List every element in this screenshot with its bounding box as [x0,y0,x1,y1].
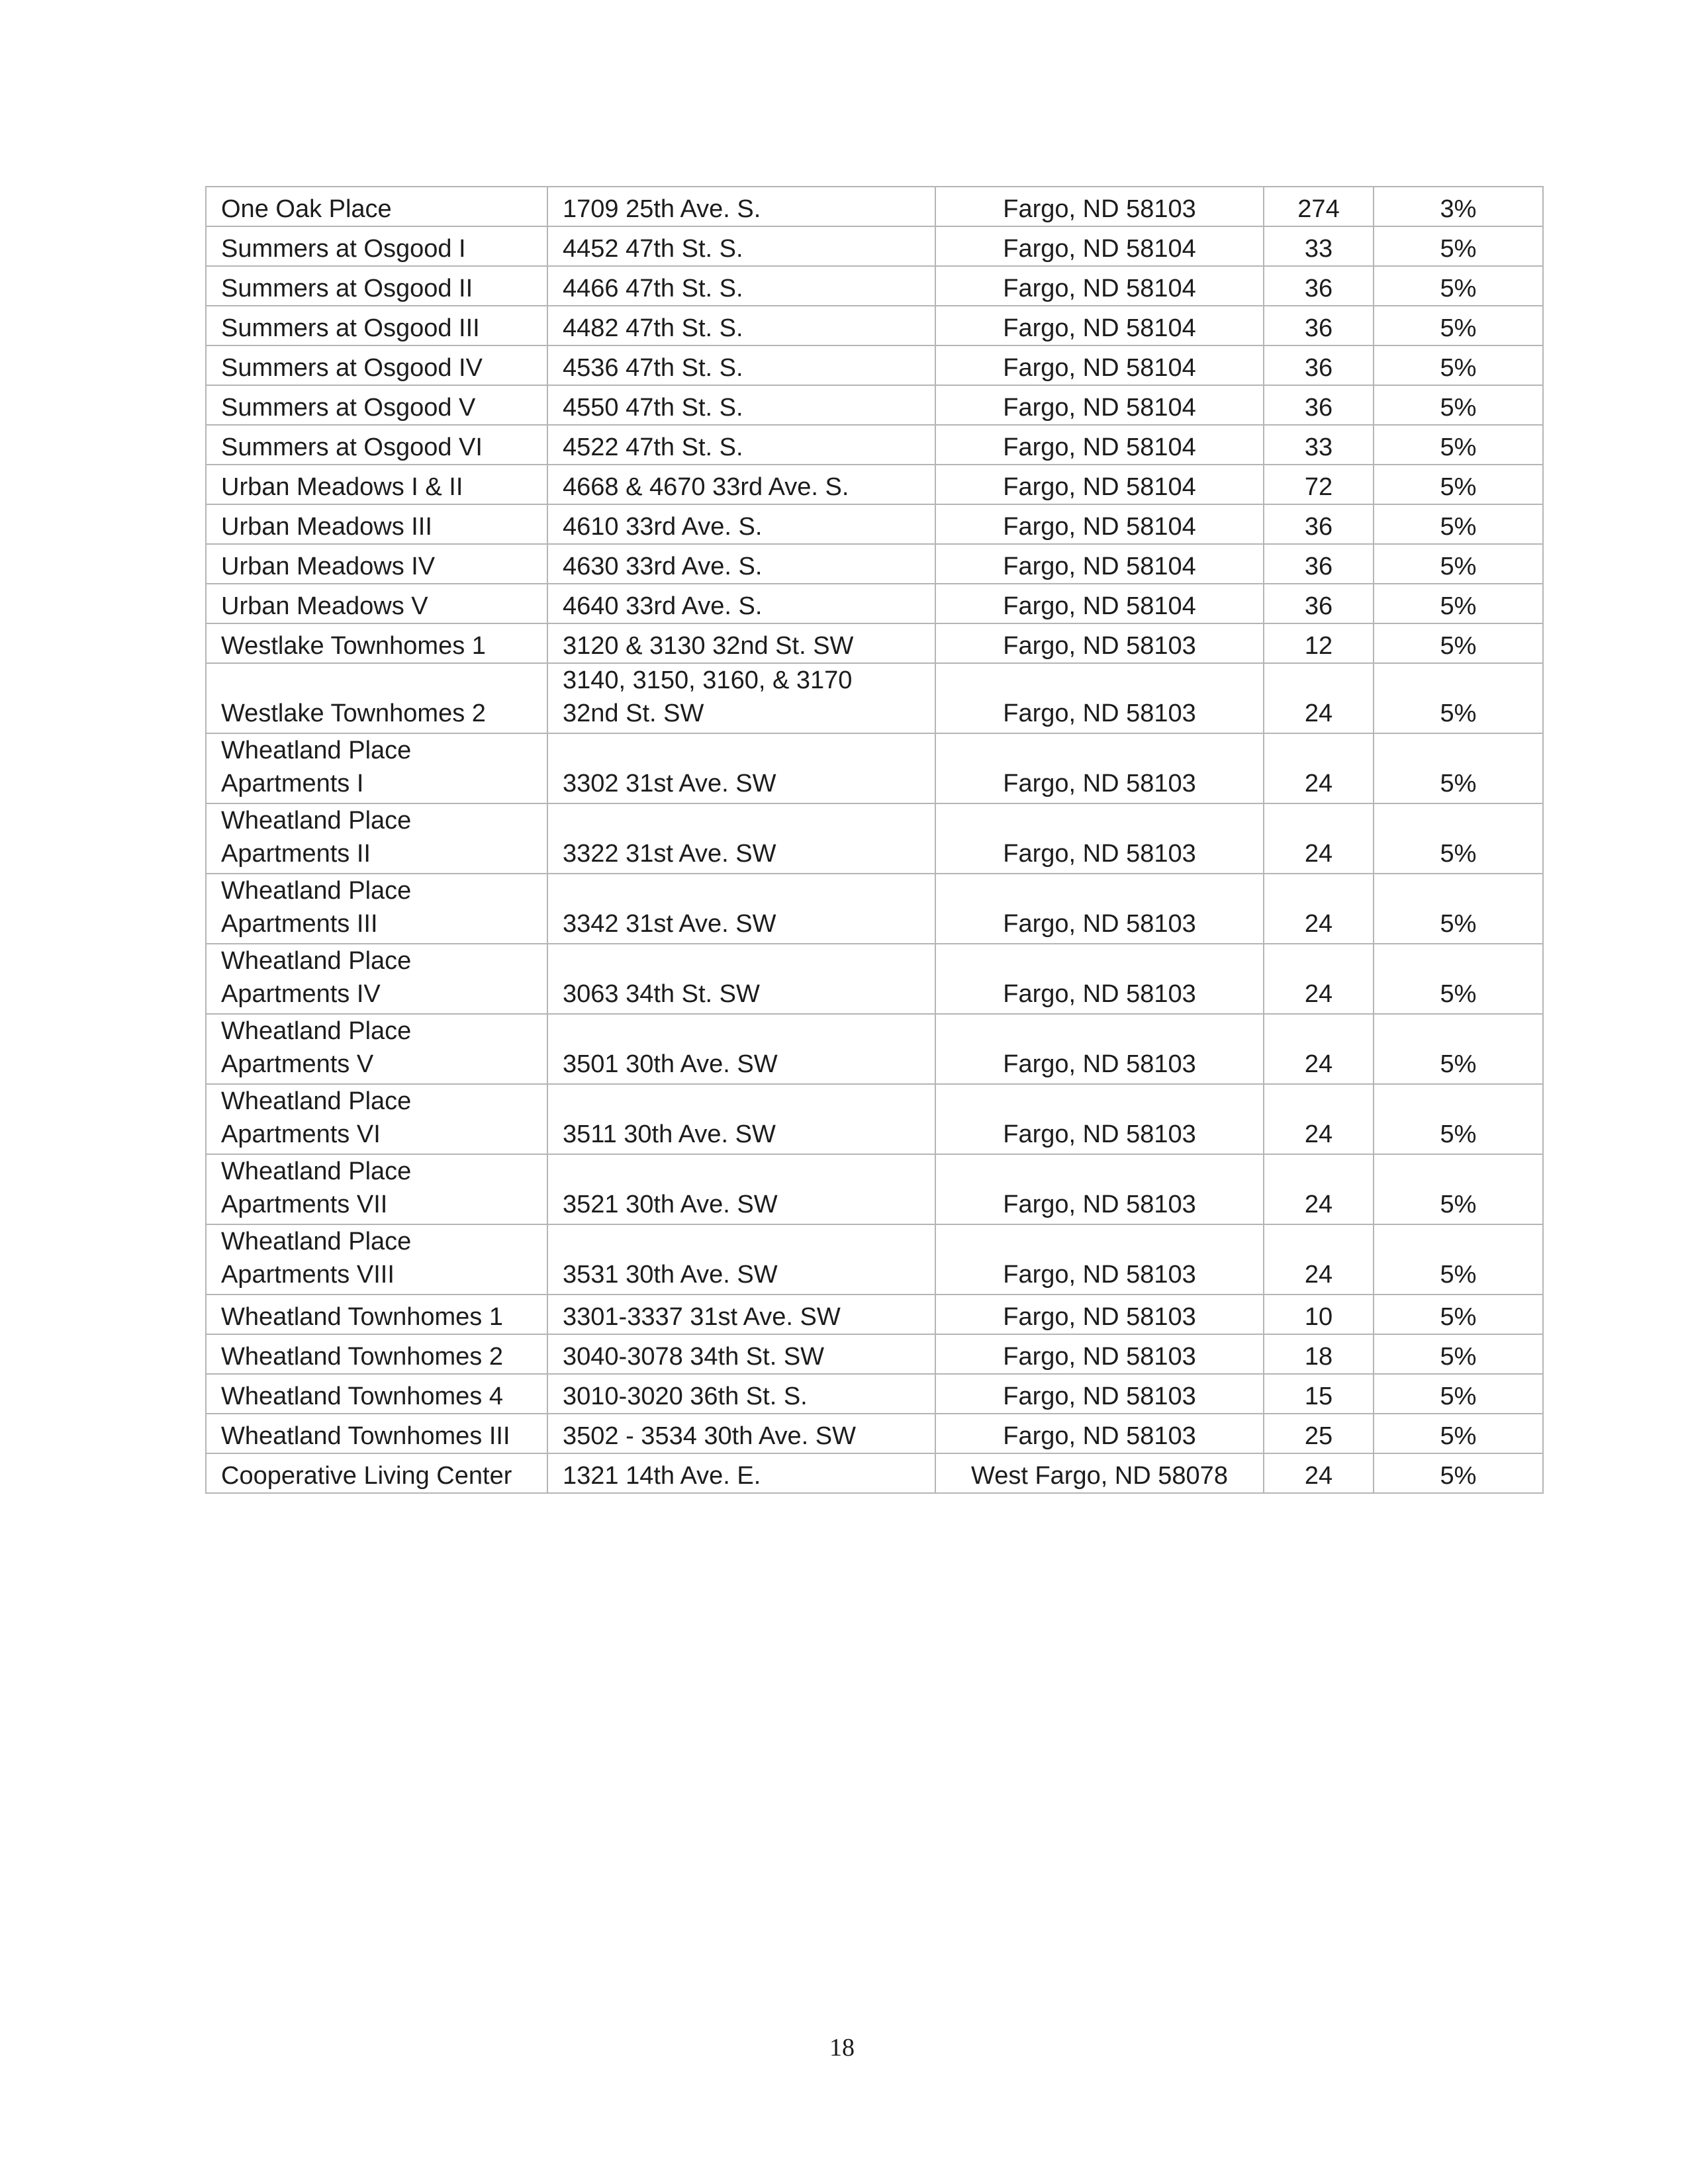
property-name-cell-text: Westlake Townhomes 2 [221,700,486,727]
units-cell [1264,1453,1374,1493]
city-cell [935,465,1264,504]
address-cell-text: 3010-3020 36th St. S. [563,1383,808,1410]
property-name-cell-text: Wheatland Townhomes 4 [221,1383,503,1410]
property-name-cell-text: Urban Meadows V [221,592,428,620]
address-cell [547,1224,935,1295]
property-name-cell-text: Summers at Osgood III [221,314,480,342]
rate-cell-text: 5% [1440,1050,1477,1078]
property-name-cell [206,385,547,425]
address-cell [547,1334,935,1374]
units-cell [1264,623,1374,663]
address-cell [547,1295,935,1334]
address-cell-text: 3063 34th St. SW [563,980,760,1008]
address-cell [547,1453,935,1493]
property-name-cell [206,733,547,803]
address-cell-text: 3140, 3150, 3160, & 3170 32nd St. SW [563,666,853,727]
city-cell-text: Fargo, ND 58104 [1003,275,1196,302]
address-cell [547,385,935,425]
address-cell [547,266,935,306]
city-cell [935,874,1264,944]
rate-cell [1374,1414,1543,1453]
city-cell [935,425,1264,465]
units-cell [1264,187,1374,226]
city-cell [935,1414,1264,1453]
units-cell-text: 36 [1304,314,1333,342]
property-table [205,186,1544,1494]
address-cell [547,944,935,1014]
city-cell-text: Fargo, ND 58103 [1003,980,1196,1008]
table-row [206,465,1543,504]
table-row [206,226,1543,266]
units-cell [1264,306,1374,345]
property-name-cell [206,803,547,874]
address-cell [547,663,935,733]
units-cell [1264,465,1374,504]
units-cell-text: 24 [1304,1462,1333,1490]
address-cell-text: 4610 33rd Ave. S. [563,513,763,541]
address-cell-text: 4452 47th St. S. [563,235,743,263]
rate-cell-text: 5% [1440,354,1477,382]
property-name-cell-text: Summers at Osgood V [221,394,476,422]
address-cell-text: 3511 30th Ave. SW [563,1120,776,1148]
units-cell-text: 36 [1304,513,1333,541]
rate-cell [1374,623,1543,663]
property-name-cell [206,1295,547,1334]
city-cell [935,544,1264,584]
address-cell [547,623,935,663]
property-name-cell-text: Wheatland Place Apartments IV [221,947,412,1008]
rate-cell-text: 5% [1440,632,1477,660]
units-cell-text: 24 [1304,1191,1333,1218]
units-cell [1264,1414,1374,1453]
table-row [206,544,1543,584]
address-cell-text: 3322 31st Ave. SW [563,840,776,868]
property-name-cell-text: Wheatland Townhomes III [221,1422,510,1450]
address-cell [547,544,935,584]
address-cell [547,345,935,385]
city-cell [935,1295,1264,1334]
units-cell-text: 36 [1304,275,1333,302]
units-cell-text: 24 [1304,1120,1333,1148]
rate-cell [1374,345,1543,385]
property-name-cell [206,1414,547,1453]
city-cell-text: Fargo, ND 58103 [1003,1120,1196,1148]
city-cell [935,623,1264,663]
units-cell [1264,425,1374,465]
table-row [206,187,1543,226]
units-cell [1264,226,1374,266]
property-name-cell-text: Wheatland Place Apartments VII [221,1158,412,1218]
city-cell [935,663,1264,733]
city-cell-text: Fargo, ND 58104 [1003,433,1196,461]
table-row [206,663,1543,733]
city-cell [935,944,1264,1014]
table-row [206,306,1543,345]
table-row [206,504,1543,544]
city-cell-text: Fargo, ND 58104 [1003,314,1196,342]
property-name-cell [206,345,547,385]
city-cell [935,187,1264,226]
table-row [206,944,1543,1014]
property-name-cell [206,226,547,266]
address-cell [547,187,935,226]
property-name-cell [206,187,547,226]
units-cell-text: 72 [1304,473,1333,501]
property-name-cell [206,874,547,944]
table-row [206,733,1543,803]
city-cell [935,1453,1264,1493]
property-name-cell [206,544,547,584]
property-name-cell-text: Urban Meadows III [221,513,432,541]
address-cell-text: 4668 & 4670 33rd Ave. S. [563,473,849,501]
rate-cell-text: 5% [1440,394,1477,422]
address-cell [547,1414,935,1453]
property-name-cell-text: Westlake Townhomes 1 [221,632,486,660]
units-cell [1264,803,1374,874]
city-cell-text: Fargo, ND 58103 [1003,840,1196,868]
property-name-cell-text: Summers at Osgood I [221,235,466,263]
rate-cell [1374,1154,1543,1224]
property-name-cell [206,1334,547,1374]
property-name-cell [206,584,547,623]
property-name-cell-text: Urban Meadows I & II [221,473,463,501]
rate-cell [1374,663,1543,733]
rate-cell [1374,803,1543,874]
units-cell [1264,1224,1374,1295]
address-cell-text: 1321 14th Ave. E. [563,1462,761,1490]
city-cell-text: Fargo, ND 58103 [1003,1422,1196,1450]
address-cell-text: 3040-3078 34th St. SW [563,1343,825,1371]
city-cell-text: Fargo, ND 58103 [1003,1303,1196,1331]
table-row [206,1453,1543,1493]
property-name-cell [206,1154,547,1224]
units-cell [1264,944,1374,1014]
table-row [206,874,1543,944]
address-cell-text: 4482 47th St. S. [563,314,743,342]
city-cell-text: Fargo, ND 58104 [1003,513,1196,541]
units-cell [1264,1374,1374,1414]
address-cell [547,584,935,623]
units-cell-text: 15 [1304,1383,1333,1410]
city-cell-text: Fargo, ND 58103 [1003,770,1196,797]
units-cell-text: 24 [1304,980,1333,1008]
city-cell [935,306,1264,345]
property-name-cell [206,663,547,733]
rate-cell-text: 5% [1440,235,1477,263]
rate-cell [1374,504,1543,544]
units-cell [1264,663,1374,733]
address-cell [547,1014,935,1084]
property-name-cell-text: Wheatland Place Apartments I [221,737,412,797]
rate-cell-text: 5% [1440,980,1477,1008]
rate-cell-text: 3% [1440,195,1477,223]
city-cell [935,345,1264,385]
city-cell [935,1374,1264,1414]
city-cell [935,266,1264,306]
address-cell-text: 3120 & 3130 32nd St. SW [563,632,854,660]
units-cell [1264,1084,1374,1154]
address-cell-text: 4640 33rd Ave. S. [563,592,763,620]
city-cell-text: Fargo, ND 58103 [1003,910,1196,938]
address-cell-text: 3302 31st Ave. SW [563,770,776,797]
table-row [206,266,1543,306]
property-table-body [206,187,1543,1493]
page-number: 18 [829,2034,855,2062]
address-cell [547,1154,935,1224]
city-cell-text: Fargo, ND 58104 [1003,235,1196,263]
rate-cell [1374,874,1543,944]
rate-cell [1374,465,1543,504]
property-name-cell [206,944,547,1014]
rate-cell-text: 5% [1440,770,1477,797]
rate-cell-text: 5% [1440,1191,1477,1218]
rate-cell-text: 5% [1440,433,1477,461]
city-cell [935,733,1264,803]
units-cell [1264,544,1374,584]
address-cell-text: 4466 47th St. S. [563,275,743,302]
property-name-cell [206,1084,547,1154]
address-cell-text: 3521 30th Ave. SW [563,1191,778,1218]
units-cell-text: 24 [1304,700,1333,727]
rate-cell [1374,584,1543,623]
table-row [206,1224,1543,1295]
city-cell [935,1334,1264,1374]
table-row [206,1084,1543,1154]
rate-cell-text: 5% [1440,1120,1477,1148]
table-row [206,1334,1543,1374]
city-cell-text: West Fargo, ND 58078 [971,1462,1228,1490]
property-name-cell [206,1374,547,1414]
city-cell-text: Fargo, ND 58104 [1003,394,1196,422]
units-cell-text: 24 [1304,910,1333,938]
units-cell [1264,385,1374,425]
address-cell [547,1374,935,1414]
units-cell [1264,1295,1374,1334]
city-cell [935,584,1264,623]
units-cell-text: 25 [1304,1422,1333,1450]
rate-cell-text: 5% [1440,1462,1477,1490]
rate-cell-text: 5% [1440,553,1477,580]
property-name-cell [206,465,547,504]
city-cell-text: Fargo, ND 58103 [1003,195,1196,223]
units-cell-text: 33 [1304,235,1333,263]
property-name-cell-text: Wheatland Place Apartments VI [221,1087,412,1148]
city-cell-text: Fargo, ND 58103 [1003,700,1196,727]
units-cell-text: 33 [1304,433,1333,461]
address-cell [547,803,935,874]
city-cell-text: Fargo, ND 58103 [1003,1050,1196,1078]
address-cell-text: 4536 47th St. S. [563,354,743,382]
units-cell-text: 12 [1304,632,1333,660]
address-cell-text: 1709 25th Ave. S. [563,195,761,223]
city-cell [935,1224,1264,1295]
property-name-cell [206,266,547,306]
property-name-cell [206,1453,547,1493]
address-cell-text: 4630 33rd Ave. S. [563,553,763,580]
rate-cell [1374,1224,1543,1295]
address-cell [547,504,935,544]
rate-cell [1374,306,1543,345]
property-name-cell [206,306,547,345]
property-name-cell-text: Wheatland Townhomes 2 [221,1343,503,1371]
rate-cell [1374,1374,1543,1414]
city-cell-text: Fargo, ND 58103 [1003,1191,1196,1218]
rate-cell [1374,944,1543,1014]
address-cell [547,465,935,504]
city-cell [935,803,1264,874]
rate-cell-text: 5% [1440,592,1477,620]
table-row [206,1154,1543,1224]
property-name-cell-text: One Oak Place [221,195,392,223]
rate-cell-text: 5% [1440,1261,1477,1289]
city-cell-text: Fargo, ND 58103 [1003,1343,1196,1371]
units-cell-text: 36 [1304,354,1333,382]
property-name-cell-text: Summers at Osgood VI [221,433,483,461]
address-cell [547,226,935,266]
city-cell [935,504,1264,544]
table-row [206,1414,1543,1453]
address-cell [547,1084,935,1154]
rate-cell [1374,226,1543,266]
rate-cell-text: 5% [1440,473,1477,501]
units-cell [1264,733,1374,803]
rate-cell [1374,733,1543,803]
rate-cell [1374,544,1543,584]
table-row [206,345,1543,385]
table-row [206,1014,1543,1084]
rate-cell [1374,1084,1543,1154]
rate-cell [1374,1295,1543,1334]
city-cell [935,226,1264,266]
city-cell [935,1154,1264,1224]
city-cell [935,1014,1264,1084]
units-cell [1264,1334,1374,1374]
rate-cell-text: 5% [1440,1383,1477,1410]
address-cell-text: 3502 - 3534 30th Ave. SW [563,1422,856,1450]
units-cell-text: 24 [1304,1261,1333,1289]
units-cell-text: 24 [1304,770,1333,797]
property-name-cell [206,504,547,544]
units-cell-text: 24 [1304,1050,1333,1078]
rate-cell [1374,385,1543,425]
rate-cell-text: 5% [1440,314,1477,342]
city-cell [935,1084,1264,1154]
units-cell-text: 10 [1304,1303,1333,1331]
units-cell [1264,1014,1374,1084]
units-cell [1264,345,1374,385]
property-name-cell-text: Wheatland Townhomes 1 [221,1303,503,1331]
property-name-cell [206,1014,547,1084]
table-row [206,584,1543,623]
property-name-cell-text: Wheatland Place Apartments V [221,1017,412,1078]
address-cell-text: 4550 47th St. S. [563,394,743,422]
property-name-cell [206,425,547,465]
units-cell-text: 274 [1297,195,1340,223]
units-cell-text: 18 [1304,1343,1333,1371]
city-cell [935,385,1264,425]
address-cell-text: 3531 30th Ave. SW [563,1261,778,1289]
property-name-cell-text: Summers at Osgood II [221,275,473,302]
table-row [206,385,1543,425]
table-row [206,425,1543,465]
rate-cell [1374,187,1543,226]
table-row [206,1374,1543,1414]
rate-cell [1374,1014,1543,1084]
property-name-cell-text: Summers at Osgood IV [221,354,483,382]
property-name-cell-text: Wheatland Place Apartments II [221,807,412,868]
city-cell-text: Fargo, ND 58103 [1003,1261,1196,1289]
units-cell [1264,874,1374,944]
units-cell-text: 36 [1304,553,1333,580]
address-cell [547,733,935,803]
address-cell [547,874,935,944]
address-cell-text: 3342 31st Ave. SW [563,910,776,938]
city-cell-text: Fargo, ND 58104 [1003,354,1196,382]
rate-cell-text: 5% [1440,513,1477,541]
city-cell-text: Fargo, ND 58103 [1003,1383,1196,1410]
address-cell [547,425,935,465]
rate-cell [1374,266,1543,306]
city-cell-text: Fargo, ND 58104 [1003,553,1196,580]
rate-cell-text: 5% [1440,910,1477,938]
address-cell-text: 3501 30th Ave. SW [563,1050,778,1078]
city-cell-text: Fargo, ND 58103 [1003,632,1196,660]
table-row [206,1295,1543,1334]
rate-cell [1374,1334,1543,1374]
units-cell-text: 36 [1304,394,1333,422]
table-row [206,803,1543,874]
units-cell [1264,504,1374,544]
property-name-cell-text: Wheatland Place Apartments VIII [221,1228,412,1289]
address-cell [547,306,935,345]
rate-cell-text: 5% [1440,1422,1477,1450]
rate-cell [1374,1453,1543,1493]
address-cell-text: 3301-3337 31st Ave. SW [563,1303,841,1331]
table-row [206,623,1543,663]
units-cell [1264,266,1374,306]
address-cell-text: 4522 47th St. S. [563,433,743,461]
city-cell-text: Fargo, ND 58104 [1003,473,1196,501]
property-name-cell-text: Urban Meadows IV [221,553,436,580]
property-name-cell [206,623,547,663]
rate-cell-text: 5% [1440,1343,1477,1371]
rate-cell-text: 5% [1440,1303,1477,1331]
rate-cell-text: 5% [1440,840,1477,868]
rate-cell [1374,425,1543,465]
units-cell-text: 36 [1304,592,1333,620]
units-cell [1264,584,1374,623]
units-cell [1264,1154,1374,1224]
property-name-cell-text: Cooperative Living Center [221,1462,512,1490]
units-cell-text: 24 [1304,840,1333,868]
property-name-cell-text: Wheatland Place Apartments III [221,877,412,938]
property-name-cell [206,1224,547,1295]
rate-cell-text: 5% [1440,275,1477,302]
city-cell-text: Fargo, ND 58104 [1003,592,1196,620]
rate-cell-text: 5% [1440,700,1477,727]
